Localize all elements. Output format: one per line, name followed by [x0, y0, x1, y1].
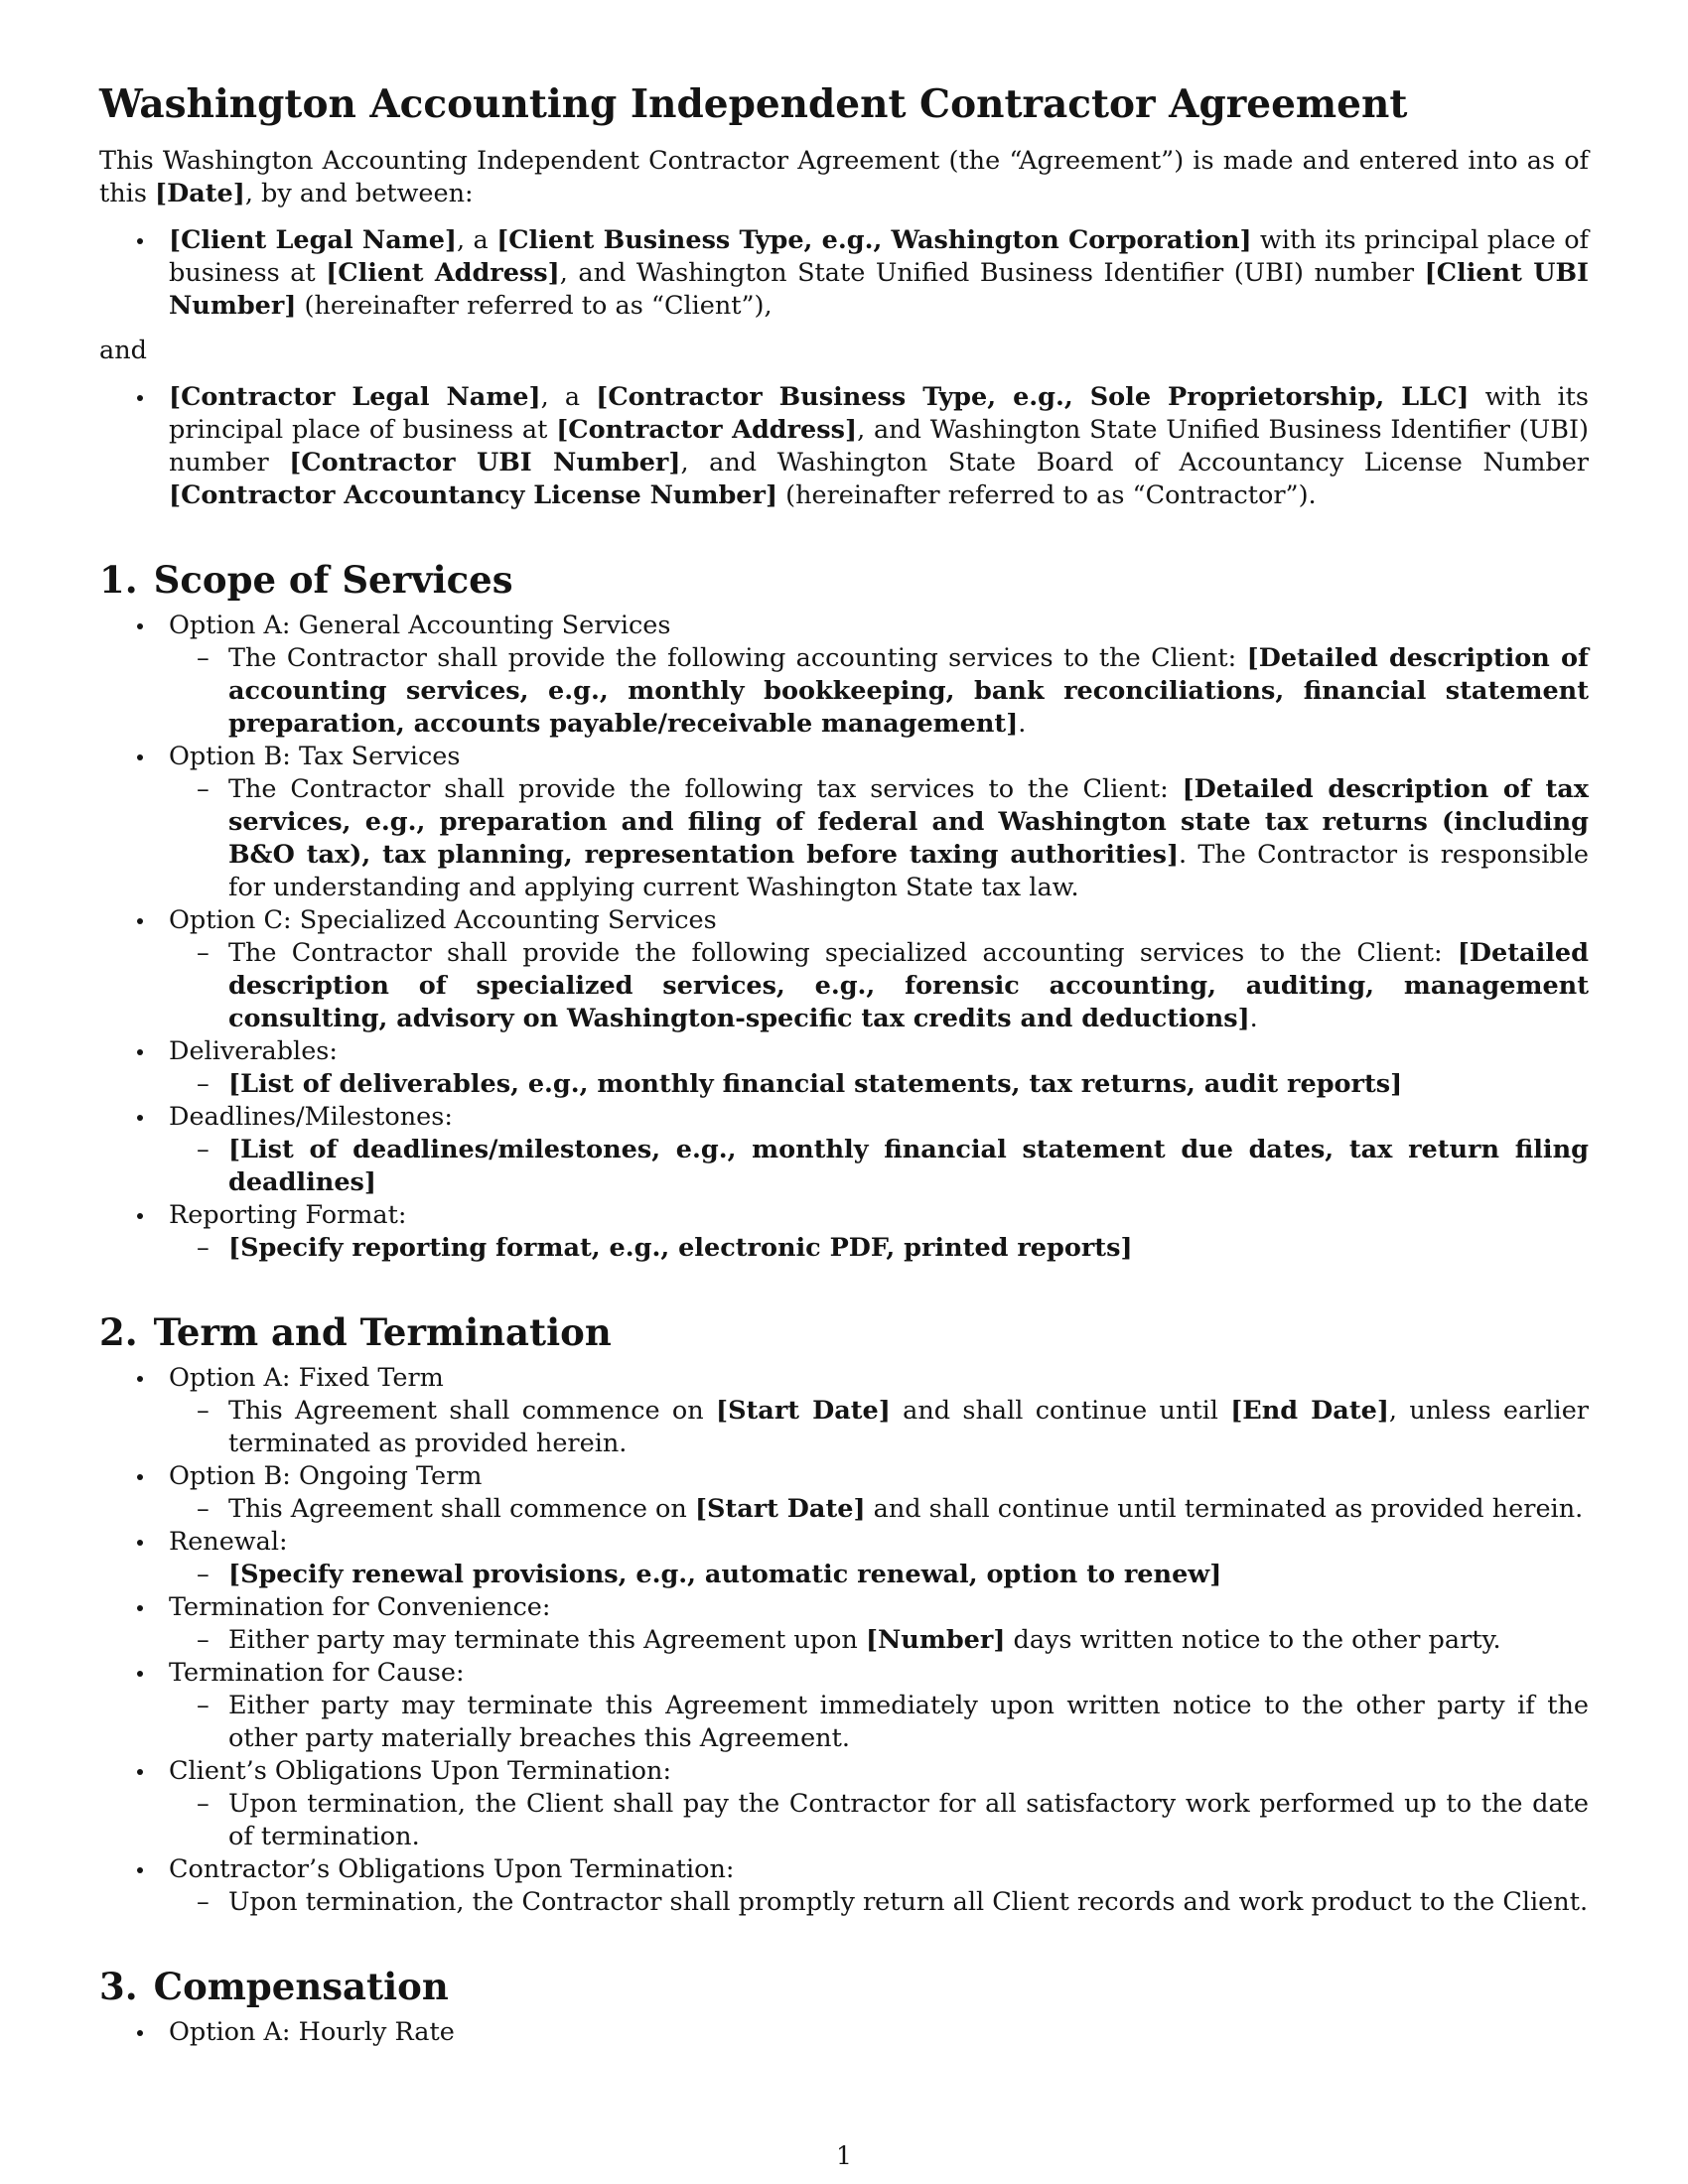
document-page — [99, 79, 1589, 2049]
bullet-icon — [137, 2030, 143, 2036]
bullet-icon — [137, 754, 143, 760]
dash-icon: – — [197, 1135, 210, 1164]
bullet-icon — [137, 1376, 143, 1382]
section-heading-scope: 1. Scope of Services — [99, 558, 513, 602]
dash-icon: – — [197, 1560, 210, 1589]
list-item: Termination for Cause: – Either party may terminate this Agreement immediately upon written notice to the other party if the other party materially breaches this Agreement. — [99, 1657, 1589, 1755]
party-client: [Client Legal Name], a [Client Business Type, e.g., Washington Corporation] with its principal place of business at [Client Address], and Washington State Unified Business Identifier (UBI) number [Client UBI Number] (hereinafter referred to as “Client”), — [99, 224, 1589, 323]
and-connector: and — [99, 336, 147, 365]
bullet-icon — [137, 1115, 143, 1121]
bullet-icon — [137, 918, 143, 924]
list-item: – Either party may terminate this Agreement upon [Number] days written notice to the other party. — [197, 1625, 1501, 1655]
list-item: – [List of deadlines/milestones, e.g., monthly financial statement due dates, tax return filing deadlines] — [197, 1135, 1589, 1197]
list-item: – The Contractor shall provide the following specialized accounting services to the Client: [Detailed description of specialized services, e.g., forensic accounting, auditing, management consulting, advisory on Washington-specific tax credits and deductions]. — [197, 938, 1589, 1033]
bullet-icon — [137, 1474, 143, 1480]
list-item: – The Contractor shall provide the following tax services to the Client: [Detailed description of tax services, e.g., preparation and filing of federal and Washington state tax returns (including B&O tax), tax planning, representation before taxing authorities]. The Contractor is responsible for understanding and applying current Washington State tax law. — [197, 774, 1589, 902]
dash-icon: – — [197, 1691, 210, 1720]
list-item: – [Specify reporting format, e.g., electronic PDF, printed reports] — [197, 1233, 1133, 1263]
list-item: Reporting Format: – [Specify reporting format, e.g., electronic PDF, printed reports] — [99, 1199, 1589, 1265]
list-item: Deliverables: – [List of deliverables, e.g., monthly financial statements, tax returns, audit reports] — [99, 1035, 1589, 1101]
bullet-icon — [137, 1049, 143, 1055]
list-item: – This Agreement shall commence on [Start Date] and shall continue until [End Date], unless earlier terminated as provided herein. — [197, 1396, 1589, 1458]
scope-list — [99, 610, 1589, 1265]
dash-icon: – — [197, 1789, 210, 1819]
intro-paragraph: This Washington Accounting Independent Contractor Agreement (the “Agreement”) is made and entered into as of this [Date], by and between: — [99, 146, 1589, 208]
dash-icon: – — [197, 1494, 210, 1524]
list-item: – [Specify renewal provisions, e.g., automatic renewal, option to renew] — [197, 1560, 1222, 1589]
list-item: – The Contractor shall provide the following accounting services to the Client: [Detailed description of accounting services, e.g., monthly bookkeeping, bank reconciliations, financial statement preparation, accounts payable/receivable management]. — [197, 643, 1589, 739]
list-item: – Upon termination, the Contractor shall promptly return all Client records and work product to the Client. — [197, 1887, 1589, 1917]
list-item: – This Agreement shall commence on [Start Date] and shall continue until terminated as provided herein. — [197, 1494, 1584, 1524]
dash-icon: – — [197, 774, 210, 804]
bullet-icon — [137, 238, 143, 244]
list-item: Renewal: – [Specify renewal provisions, e.g., automatic renewal, option to renew] — [99, 1526, 1589, 1591]
list-item: Client’s Obligations Upon Termination: – Upon termination, the Client shall pay the Contractor for all satisfactory work performed up to the date of termination. — [99, 1755, 1589, 1853]
dash-icon: – — [197, 938, 210, 968]
dash-icon: – — [197, 1069, 210, 1099]
page-number: 1 — [836, 2141, 852, 2170]
term-list — [99, 1362, 1589, 1919]
date-placeholder: [Date] — [155, 179, 245, 208]
party-contractor: [Contractor Legal Name], a [Contractor Business Type, e.g., Sole Proprietorship, LLC] with its principal place of business at [Contractor Address], and Washington State Unified Business Identifier (UBI) number [Contractor UBI Number], and Washington State Board of Accountancy License Number [Contractor Accountancy License Number] (hereinafter referred to as “Contractor”). — [99, 381, 1589, 512]
bullet-icon — [137, 1769, 143, 1775]
party-list-client — [99, 224, 1589, 323]
list-item: Option A: Hourly Rate — [99, 2016, 1589, 2049]
compensation-list — [99, 2016, 1589, 2049]
section-heading-compensation: 3. Compensation — [99, 1965, 449, 2008]
list-item: – [List of deliverables, e.g., monthly financial statements, tax returns, audit reports] — [197, 1069, 1403, 1099]
dash-icon: – — [197, 1396, 210, 1426]
list-item: Option B: Tax Services – The Contractor shall provide the following tax services to the Client: [Detailed description of tax services, e.g., preparation and filing of federal and Washington state tax returns (including B&O tax), tax planning, representation before taxing authorities]. The Contractor is responsible for understanding and applying current Washington State tax law. — [99, 741, 1589, 904]
bullet-icon — [137, 1867, 143, 1873]
section-heading-term: 2. Term and Termination — [99, 1310, 612, 1354]
bullet-icon — [137, 1213, 143, 1219]
dash-icon: – — [197, 1887, 210, 1917]
bullet-icon — [137, 1605, 143, 1611]
document-title: Washington Accounting Independent Contractor Agreement — [99, 81, 1408, 127]
dash-icon: – — [197, 643, 210, 673]
list-item: – Upon termination, the Client shall pay the Contractor for all satisfactory work performed up to the date of termination. — [197, 1789, 1589, 1851]
dash-icon: – — [197, 1233, 210, 1263]
bullet-icon — [137, 623, 143, 629]
list-item: Deadlines/Milestones: – [List of deadlines/milestones, e.g., monthly financial statement due dates, tax return filing deadlines] — [99, 1101, 1589, 1199]
list-item: Option A: General Accounting Services – The Contractor shall provide the following accounting services to the Client: [Detailed description of accounting services, e.g., monthly bookkeeping, bank reconciliations, financial statement preparation, accounts payable/receivable management]. — [99, 610, 1589, 741]
list-item: Option A: Fixed Term – This Agreement shall commence on [Start Date] and shall continue until [End Date], unless earlier terminated as provided herein. — [99, 1362, 1589, 1460]
dash-icon: – — [197, 1625, 210, 1655]
list-item: Option C: Specialized Accounting Services – The Contractor shall provide the following specialized accounting services to the Client: [Detailed description of specialized services, e.g., forensic accounting, auditing, management consulting, advisory on Washington-specific tax credits and deductions]. — [99, 904, 1589, 1035]
list-item: – Either party may terminate this Agreement immediately upon written notice to the other party if the other party materially breaches this Agreement. — [197, 1691, 1589, 1753]
bullet-icon — [137, 1671, 143, 1677]
list-item: Option B: Ongoing Term – This Agreement shall commence on [Start Date] and shall continue until terminated as provided herein. — [99, 1460, 1589, 1526]
list-item: Termination for Convenience: – Either party may terminate this Agreement upon [Number] days written notice to the other party. — [99, 1591, 1589, 1657]
bullet-icon — [137, 1540, 143, 1546]
party-list-contractor — [99, 381, 1589, 512]
bullet-icon — [137, 395, 143, 401]
list-item: Contractor’s Obligations Upon Termination: – Upon termination, the Contractor shall promptly return all Client records and work product to the Client. — [99, 1853, 1589, 1919]
